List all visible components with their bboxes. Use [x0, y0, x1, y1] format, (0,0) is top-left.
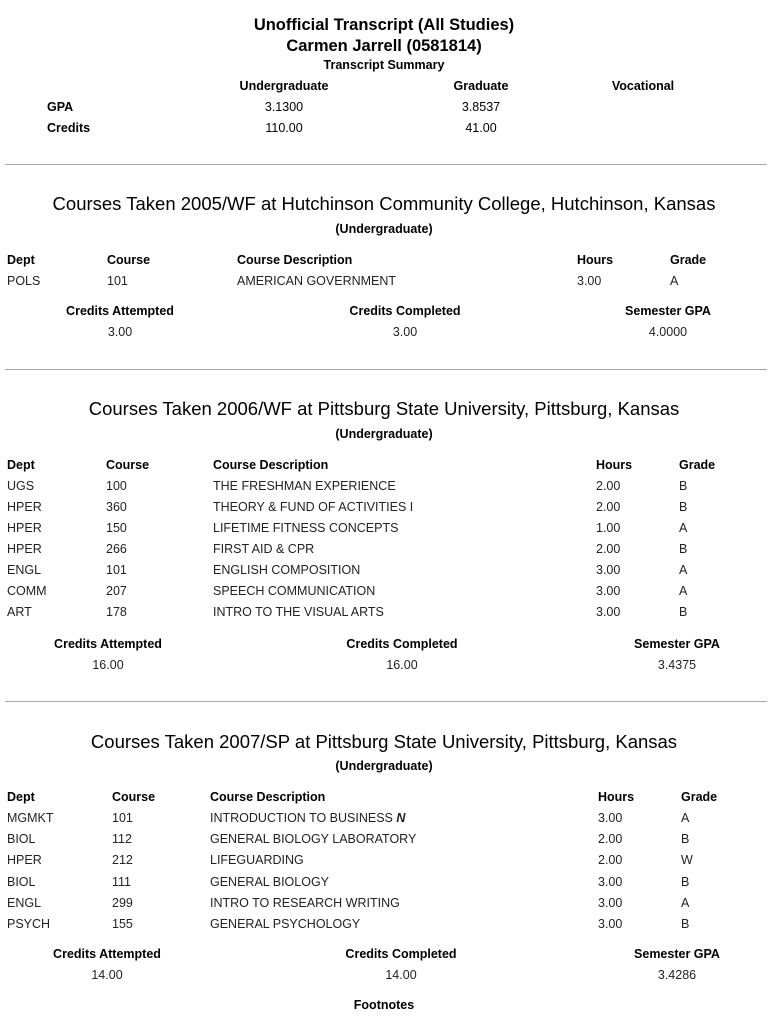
- row-dept: COMM: [7, 584, 47, 598]
- row-hours: 3.00: [577, 274, 602, 288]
- footnotes-heading: Footnotes: [353, 998, 415, 1012]
- col-head-hours: Hours: [596, 458, 633, 472]
- row-description: LIFETIME FITNESS CONCEPTS: [213, 521, 399, 535]
- row-description: LIFEGUARDING: [210, 853, 304, 867]
- row-course: 111: [112, 875, 132, 889]
- row-description: GENERAL PSYCHOLOGY: [210, 917, 361, 931]
- row-hours: 2.00: [596, 479, 621, 493]
- row-description: THE FRESHMAN EXPERIENCE: [213, 479, 396, 493]
- row-course: 299: [112, 896, 133, 910]
- row-dept: ART: [7, 605, 32, 619]
- row-dept: ENGL: [7, 563, 42, 577]
- term-level: (Undergraduate): [335, 759, 433, 773]
- summary-credits-graduate: 41.00: [465, 121, 497, 135]
- row-description: GENERAL BIOLOGY LABORATORY: [210, 832, 417, 846]
- row-hours: 2.00: [596, 542, 621, 556]
- credits-completed-value: 16.00: [386, 658, 418, 672]
- summary-heading: Transcript Summary: [323, 58, 445, 72]
- row-hours: 2.00: [598, 832, 623, 846]
- row-course: 360: [106, 500, 127, 514]
- credits-attempted-label: Credits Attempted: [53, 947, 161, 961]
- row-grade: B: [681, 832, 690, 846]
- row-dept: BIOL: [7, 832, 36, 846]
- term-level: (Undergraduate): [335, 222, 433, 236]
- row-hours: 2.00: [596, 500, 621, 514]
- semester-gpa-label: Semester GPA: [634, 947, 720, 961]
- row-course: 266: [106, 542, 127, 556]
- row-course: 150: [106, 521, 127, 535]
- row-course: 101: [106, 563, 127, 577]
- student-name: Carmen Jarrell (0581814): [286, 37, 482, 55]
- row-grade: B: [681, 875, 690, 889]
- credits-attempted-label: Credits Attempted: [54, 637, 162, 651]
- row-course: 212: [112, 853, 133, 867]
- credits-attempted-value: 14.00: [91, 968, 123, 982]
- row-hours: 3.00: [598, 875, 623, 889]
- row-hours: 1.00: [596, 521, 621, 535]
- semester-gpa-label: Semester GPA: [625, 304, 711, 318]
- row-description: ENGLISH COMPOSITION: [213, 563, 361, 577]
- col-head-description: Course Description: [210, 790, 326, 804]
- credits-attempted-value: 16.00: [92, 658, 124, 672]
- section-divider: [5, 164, 767, 165]
- col-head-description: Course Description: [213, 458, 329, 472]
- credits-attempted-value: 3.00: [107, 325, 133, 339]
- row-grade: W: [681, 853, 693, 867]
- credits-completed-value: 3.00: [392, 325, 418, 339]
- term-title: Courses Taken 2007/SP at Pittsburg State University, Pittsburg, Kansas: [90, 731, 678, 752]
- row-description: GENERAL BIOLOGY: [210, 875, 330, 889]
- row-grade: B: [679, 500, 688, 514]
- col-head-description: Course Description: [237, 253, 353, 267]
- col-head-hours: Hours: [577, 253, 614, 267]
- row-hours: 3.00: [596, 584, 621, 598]
- row-description-text: INTRODUCTION TO BUSINESS: [210, 811, 393, 825]
- row-dept: ENGL: [7, 896, 42, 910]
- row-grade: B: [679, 479, 688, 493]
- semester-gpa-label: Semester GPA: [634, 637, 720, 651]
- row-grade: B: [679, 542, 688, 556]
- summary-row-gpa-label: GPA: [47, 100, 74, 114]
- row-dept: BIOL: [7, 875, 36, 889]
- row-grade: B: [679, 605, 688, 619]
- term-title: Courses Taken 2005/WF at Hutchinson Community College, Hutchinson, Kansas: [52, 193, 716, 214]
- semester-gpa-value: 4.0000: [648, 325, 688, 339]
- row-dept: HPER: [7, 853, 42, 867]
- summary-row-credits-label: Credits: [47, 121, 91, 135]
- credits-completed-label: Credits Completed: [349, 304, 461, 318]
- row-grade: A: [670, 274, 679, 288]
- row-hours: 3.00: [598, 917, 623, 931]
- summary-gpa-undergraduate: 3.1300: [264, 100, 304, 114]
- row-course: 112: [112, 832, 132, 846]
- row-dept: PSYCH: [7, 917, 51, 931]
- row-grade: B: [681, 917, 690, 931]
- section-divider: [5, 701, 767, 702]
- row-dept: UGS: [7, 479, 35, 493]
- col-head-dept: Dept: [7, 790, 35, 804]
- col-head-grade: Grade: [670, 253, 707, 267]
- col-head-grade: Grade: [681, 790, 718, 804]
- semester-gpa-value: 3.4375: [657, 658, 697, 672]
- col-head-grade: Grade: [679, 458, 716, 472]
- row-description: THEORY & FUND OF ACTIVITIES I: [213, 500, 414, 514]
- row-hours: 3.00: [598, 811, 623, 825]
- row-grade: A: [679, 521, 688, 535]
- row-hours: 2.00: [598, 853, 623, 867]
- summary-gpa-graduate: 3.8537: [461, 100, 501, 114]
- col-head-hours: Hours: [598, 790, 635, 804]
- term-level: (Undergraduate): [335, 427, 433, 441]
- col-head-course: Course: [106, 458, 150, 472]
- credits-completed-value: 14.00: [385, 968, 417, 982]
- summary-col-undergraduate: Undergraduate: [239, 79, 329, 93]
- row-hours: 3.00: [596, 563, 621, 577]
- row-dept: POLS: [7, 274, 41, 288]
- row-course: 101: [112, 811, 133, 825]
- row-dept: HPER: [7, 542, 42, 556]
- col-head-dept: Dept: [7, 253, 35, 267]
- row-description: SPEECH COMMUNICATION: [213, 584, 376, 598]
- row-course: 207: [106, 584, 127, 598]
- row-description: INTRO TO THE VISUAL ARTS: [213, 605, 384, 619]
- row-course: 178: [106, 605, 127, 619]
- row-hours: 3.00: [598, 896, 623, 910]
- row-hours: 3.00: [596, 605, 621, 619]
- row-dept: HPER: [7, 521, 42, 535]
- row-grade: A: [679, 584, 688, 598]
- term-title: Courses Taken 2006/WF at Pittsburg State University, Pittsburg, Kansas: [88, 398, 680, 419]
- row-dept: HPER: [7, 500, 42, 514]
- row-grade: A: [679, 563, 688, 577]
- row-description: FIRST AID & CPR: [213, 542, 315, 556]
- credits-attempted-label: Credits Attempted: [66, 304, 174, 318]
- row-course: 100: [106, 479, 127, 493]
- row-grade: A: [681, 896, 690, 910]
- row-grade: A: [681, 811, 690, 825]
- col-head-course: Course: [107, 253, 151, 267]
- summary-credits-undergraduate: 110.00: [265, 121, 303, 135]
- credits-completed-label: Credits Completed: [346, 637, 458, 651]
- summary-col-graduate: Graduate: [453, 79, 509, 93]
- row-description: INTRO TO RESEARCH WRITING: [210, 896, 400, 910]
- row-description: AMERICAN GOVERNMENT: [237, 274, 397, 288]
- course-flag: N: [396, 811, 406, 825]
- col-head-course: Course: [112, 790, 156, 804]
- summary-col-vocational: Vocational: [611, 79, 675, 93]
- credits-completed-label: Credits Completed: [345, 947, 457, 961]
- row-course: 155: [112, 917, 133, 931]
- semester-gpa-value: 3.4286: [657, 968, 697, 982]
- row-dept: MGMKT: [7, 811, 54, 825]
- col-head-dept: Dept: [7, 458, 35, 472]
- row-course: 101: [107, 274, 128, 288]
- section-divider: [5, 369, 767, 370]
- row-description: [210, 810, 405, 826]
- transcript-title: Unofficial Transcript (All Studies): [253, 16, 515, 34]
